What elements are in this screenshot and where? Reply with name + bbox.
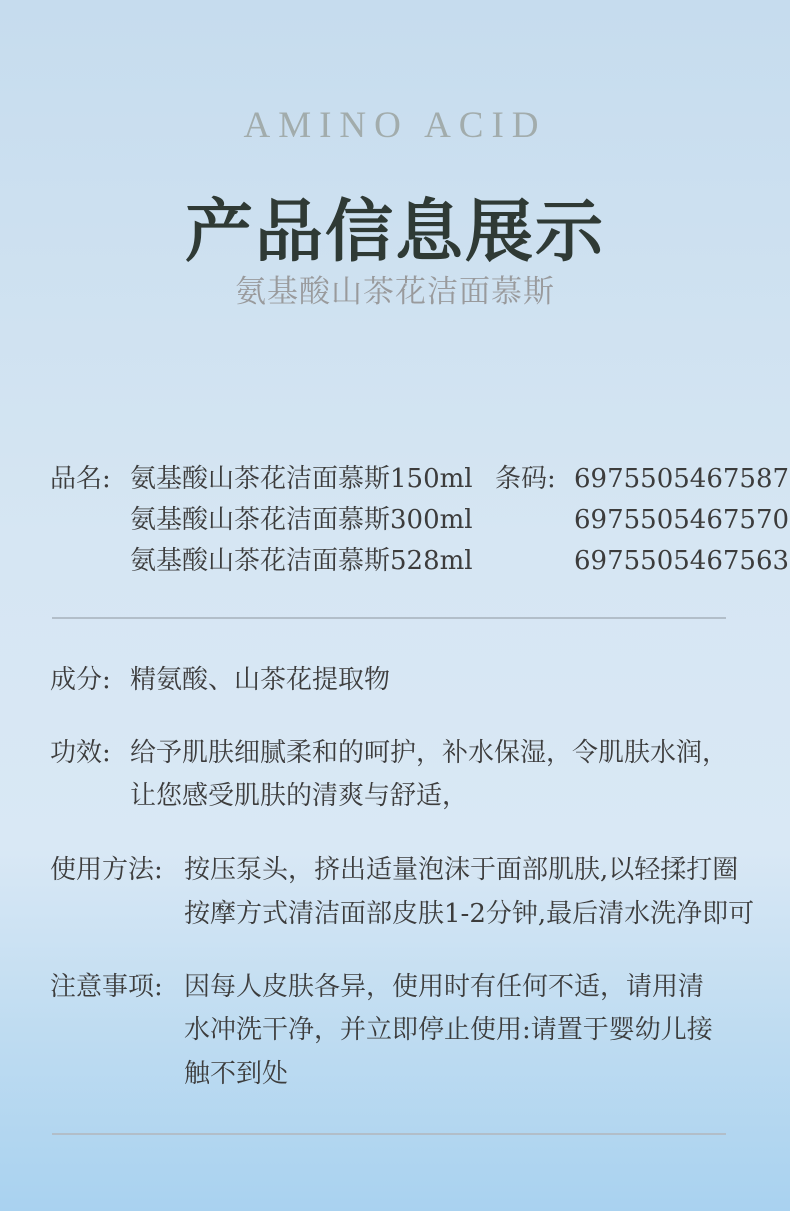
cautions-label: 注意事项: [50, 972, 163, 1002]
eyebrow-text: AMINO ACID [243, 105, 547, 146]
barcode-2: 6975505467570 [574, 505, 790, 535]
product-name-3: 氨基酸山茶花洁面慕斯528ml [130, 546, 473, 576]
product-name-label: 品名: [50, 464, 111, 494]
ingredients-label: 成分: [50, 665, 111, 695]
product-name-1: 氨基酸山茶花洁面慕斯150ml [130, 464, 473, 494]
efficacy-line-2: 让您感受肌肤的清爽与舒适， [130, 781, 469, 811]
efficacy-label: 功效: [50, 738, 111, 768]
usage-line-2: 按摩方式清洁面部皮肤1-2分钟,最后清水洗净即可 [184, 899, 755, 929]
product-name-2: 氨基酸山茶花洁面慕斯300ml [130, 505, 473, 535]
cautions-line-1: 因每人皮肤各异，使用时有任何不适，请用清 [184, 972, 705, 1002]
usage-label: 使用方法: [50, 855, 163, 885]
divider-bottom [52, 1133, 726, 1135]
cautions-line-3: 触不到处 [184, 1059, 289, 1089]
efficacy-line-1: 给予肌肤细腻柔和的呵护，补水保湿，令肌肤水润， [130, 738, 729, 768]
barcode-1: 6975505467587 [574, 464, 790, 494]
ingredients-value: 精氨酸、山茶花提取物 [130, 665, 391, 695]
cautions-line-2: 水冲洗干净，并立即停止使用:请置于婴幼儿接 [184, 1015, 713, 1045]
page-title: 产品信息展示 [184, 192, 605, 272]
page-subtitle: 氨基酸山茶花洁面慕斯 [235, 274, 555, 310]
barcode-label: 条码: [495, 464, 556, 494]
barcode-3: 6975505467563 [574, 546, 790, 576]
usage-line-1: 按压泵头，挤出适量泡沫于面部肌肤,以轻揉打圈 [184, 855, 739, 885]
divider-top [52, 617, 726, 619]
